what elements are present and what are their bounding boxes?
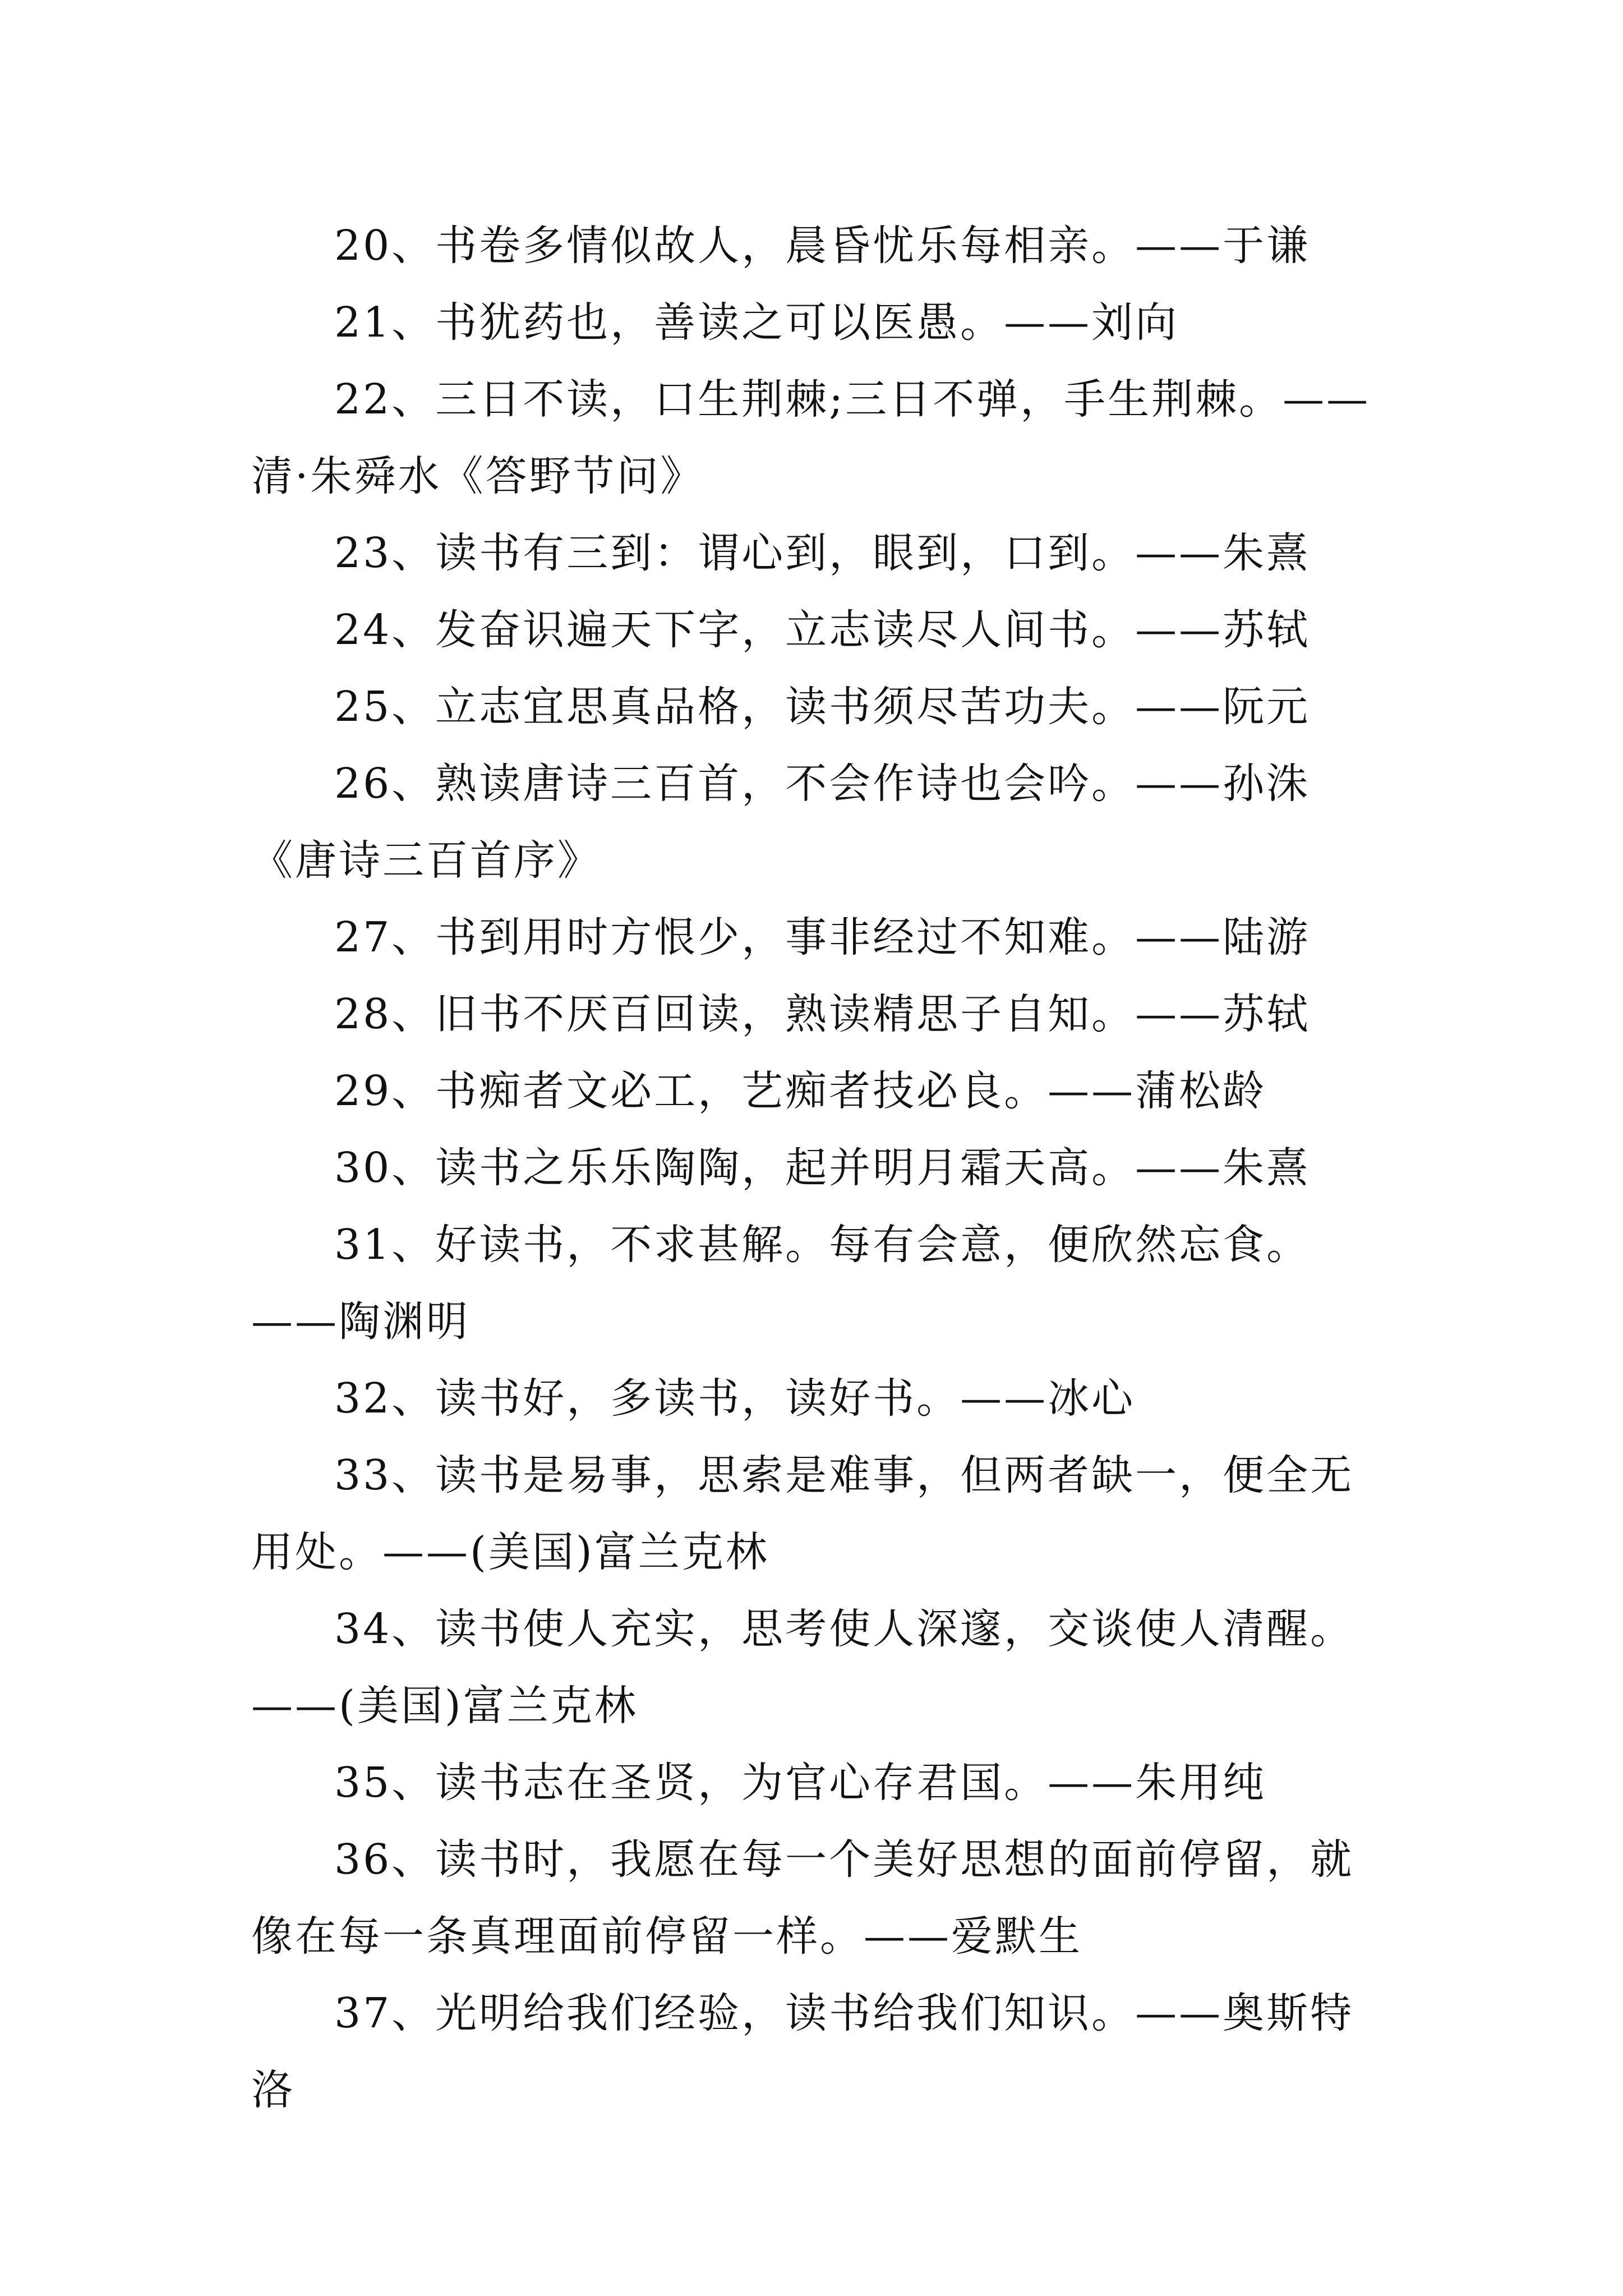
quote-paragraph: 21、书犹药也，善读之可以医愚。——刘向 bbox=[334, 298, 1179, 347]
quote-paragraph: 34、读书使人充实，思考使人深邃，交谈使人清醒。——(美国)富兰克林 bbox=[251, 1605, 1354, 1730]
quote-paragraph: 32、读书好，多读书，读好书。——冰心 bbox=[334, 1374, 1136, 1423]
quote-paragraph: 28、旧书不厌百回读，熟读精思子自知。——苏轼 bbox=[334, 990, 1311, 1038]
quote-paragraph: 25、立志宜思真品格，读书须尽苦功夫。——阮元 bbox=[334, 683, 1311, 731]
quote-paragraph: 26、熟读唐诗三百首，不会作诗也会吟。——孙洙《唐诗三百首序》 bbox=[251, 760, 1311, 885]
quote-paragraph: 37、光明给我们经验，读书给我们知识。——奥斯特洛 bbox=[251, 1989, 1354, 2114]
quote-paragraph: 24、发奋识遍天下字，立志读尽人间书。——苏轼 bbox=[334, 606, 1311, 654]
quote-paragraph: 33、读书是易事，思索是难事，但两者缺一，便全无用处。——(美国)富兰克林 bbox=[251, 1451, 1354, 1576]
quote-paragraph: 35、读书志在圣贤，为官心存君国。——朱用纯 bbox=[334, 1759, 1267, 1807]
quote-paragraph: 29、书痴者文必工，艺痴者技必良。——蒲松龄 bbox=[334, 1067, 1267, 1115]
quote-paragraph: 22、三日不读，口生荆棘;三日不弹，手生荆棘。——清·朱舜水《答野节问》 bbox=[251, 375, 1371, 500]
quote-paragraph: 27、书到用时方恨少，事非经过不知难。——陆游 bbox=[334, 913, 1311, 961]
quote-paragraph: 36、读书时，我愿在每一个美好思想的面前停留，就像在每一条真理面前停留一样。——爱默生 bbox=[251, 1835, 1354, 1961]
quote-paragraph: 23、读书有三到：谓心到，眼到，口到。——朱熹 bbox=[334, 529, 1311, 577]
quote-paragraph: 30、读书之乐乐陶陶，起并明月霜天高。——朱熹 bbox=[334, 1144, 1311, 1192]
quote-list bbox=[251, 208, 1384, 2129]
quote-paragraph: 31、好读书，不求甚解。每有会意，便欣然忘食。——陶渊明 bbox=[251, 1221, 1311, 1346]
quote-paragraph: 20、书卷多情似故人，晨昏忧乐每相亲。——于谦 bbox=[334, 222, 1311, 270]
